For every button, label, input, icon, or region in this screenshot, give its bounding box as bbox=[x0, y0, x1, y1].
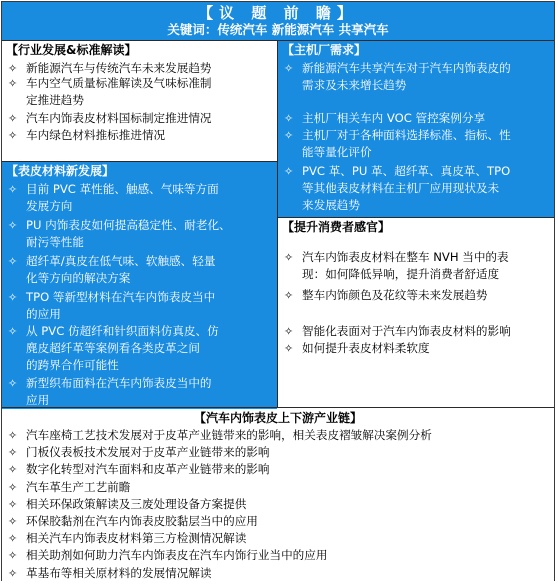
bullet-icon: ✧ bbox=[8, 183, 18, 196]
item-line: 麂皮超纤革等案例看各类皮革之间 bbox=[26, 341, 200, 355]
divider bbox=[2, 40, 554, 41]
item-line: 定推进趋势 bbox=[26, 93, 84, 107]
item-line: 化等方向的解决方案 bbox=[26, 271, 131, 285]
item-line: 主机厂相关车内 VOC 管控案例分享 bbox=[302, 111, 486, 125]
agenda-header bbox=[2, 2, 554, 40]
list-item bbox=[2, 75, 277, 109]
item-line: 主机厂对于各种面料选择标准、指标、性 bbox=[302, 128, 511, 142]
list-item bbox=[278, 287, 554, 304]
list-item bbox=[2, 565, 554, 582]
list-item bbox=[2, 375, 277, 409]
list-item bbox=[2, 496, 554, 513]
bullet-icon: ✧ bbox=[8, 532, 18, 546]
item-line: 现：如何降低异响，提升消费者舒适度 bbox=[302, 267, 500, 281]
item-line: 新型织布面料在汽车内饰表皮当中的 bbox=[26, 376, 212, 390]
list-item bbox=[278, 323, 554, 340]
bullet-icon: ✧ bbox=[8, 515, 18, 528]
item-line: 能等量化评价 bbox=[302, 145, 372, 159]
bullet-icon: ✧ bbox=[284, 165, 294, 178]
list-item bbox=[278, 163, 554, 214]
bullet-icon: ✧ bbox=[284, 289, 294, 302]
item-line: 超纤革/真皮在低气味、软触感、轻量 bbox=[26, 254, 216, 268]
bullet-icon: ✧ bbox=[8, 480, 18, 494]
bullet-icon: ✧ bbox=[8, 566, 18, 580]
agenda-title: 【议 题 前 瞻】 bbox=[198, 4, 358, 22]
bullet-icon: ✧ bbox=[8, 446, 18, 460]
item-line: 汽车内饰表皮材料国标制定推进情况 bbox=[26, 111, 212, 125]
list-item bbox=[2, 253, 277, 287]
list-item bbox=[2, 547, 554, 564]
item-line: 的应用 bbox=[26, 307, 61, 321]
list-item bbox=[2, 461, 554, 478]
divider bbox=[2, 407, 554, 408]
item-text: 汽车座椅工艺技术发展对于皮革产业链带来的影响，相关表皮褶皱解决案例分析 bbox=[26, 428, 432, 442]
list-item bbox=[2, 289, 277, 323]
list-item bbox=[278, 127, 554, 161]
item-line: 新能源汽车共享汽车对于汽车内饰表皮的 bbox=[302, 61, 511, 75]
list-item bbox=[2, 427, 554, 444]
bullet-icon: ✧ bbox=[284, 62, 294, 75]
bottom-title: 【汽车内饰表皮上下游产业链】 bbox=[2, 409, 554, 427]
item-line: 的跨界合作可能性 bbox=[26, 358, 119, 372]
bullet-icon: ✧ bbox=[8, 255, 18, 268]
item-text: 环保胶黏剂在汽车内饰表皮胶黏层当中的应用 bbox=[26, 514, 258, 528]
item-line: 等其他表皮材料在主机厂应用现状及未 bbox=[302, 181, 500, 195]
bullet-icon: ✧ bbox=[284, 342, 294, 355]
item-line: 汽车内饰表皮材料在整车 NVH 当中的表 bbox=[302, 250, 509, 264]
bullet-icon: ✧ bbox=[284, 251, 294, 264]
bullet-icon: ✧ bbox=[8, 377, 18, 390]
item-text: 相关汽车内饰表皮材料第三方检测情况解读 bbox=[26, 531, 247, 546]
list-item bbox=[2, 444, 554, 461]
list-item bbox=[2, 181, 277, 215]
right-top-title: 【主机厂需求】 bbox=[278, 41, 554, 59]
bullet-icon: ✧ bbox=[8, 77, 18, 90]
bullet-icon: ✧ bbox=[8, 429, 18, 442]
item-line: 目前 PVC 革性能、触感、气味等方面 bbox=[26, 182, 219, 196]
item-line: 从 PVC 仿超纤和针织面料仿真皮、仿 bbox=[26, 324, 219, 338]
item-text: 门板仪表板技术发展对于皮革产业链带来的影响 bbox=[26, 445, 270, 460]
item-line: 发展方向 bbox=[26, 199, 73, 213]
item-text: 汽车革生产工艺前瞻 bbox=[26, 479, 131, 494]
bullet-icon: ✧ bbox=[8, 62, 18, 75]
list-item bbox=[2, 127, 277, 144]
list-item bbox=[2, 323, 277, 374]
bullet-icon: ✧ bbox=[8, 219, 18, 232]
item-line: 来发展趋势 bbox=[302, 198, 360, 212]
list-item bbox=[2, 530, 554, 547]
list-item bbox=[278, 110, 554, 127]
right-mid-title: 【提升消费者感官】 bbox=[278, 218, 554, 236]
item-text: 革基布等相关原材料的发展情况解读 bbox=[26, 565, 212, 580]
bullet-icon: ✧ bbox=[8, 497, 18, 511]
item-line: TPO 等新型材料在汽车内饰表皮当中 bbox=[26, 290, 216, 304]
bullet-icon: ✧ bbox=[8, 325, 18, 338]
item-line: 需求及未来增长趋势 bbox=[302, 78, 407, 92]
item-line: 新能源汽车与传统汽车未来发展趋势 bbox=[26, 61, 212, 75]
list-item bbox=[278, 60, 554, 94]
list-item bbox=[2, 110, 277, 127]
item-line: 智能化表面对于汽车内饰表皮材料的影响 bbox=[302, 324, 511, 338]
item-line: 应用 bbox=[26, 393, 50, 407]
bullet-icon: ✧ bbox=[8, 549, 18, 563]
list-item bbox=[278, 340, 554, 357]
list-item bbox=[278, 249, 554, 283]
item-line: 整车内饰颜色及花纹等未来发展趋势 bbox=[302, 288, 488, 302]
agenda-keywords: 关键词：传统汽车 新能源汽车 共享汽车 bbox=[167, 22, 389, 37]
bullet-icon: ✧ bbox=[284, 325, 294, 338]
left-mid-title: 【表皮材料新发展】 bbox=[2, 162, 277, 180]
item-text: 相关环保政策解读及三废处理设备方案提供 bbox=[26, 496, 247, 511]
list-item bbox=[2, 479, 554, 496]
item-line: 如何提升表皮材料柔软度 bbox=[302, 341, 430, 355]
item-line: 车内绿色材料推标推进情况 bbox=[26, 128, 166, 142]
bullet-icon: ✧ bbox=[8, 463, 18, 477]
bullet-icon: ✧ bbox=[284, 112, 294, 125]
list-item bbox=[2, 217, 277, 251]
item-line: PVC 革、PU 革、超纤革、真皮革、TPO bbox=[302, 164, 511, 178]
item-text: 相关助剂如何助力汽车内饰表皮在汽车内饰行业当中的应用 bbox=[26, 548, 328, 563]
divider bbox=[2, 161, 278, 162]
item-line: 耐污等性能 bbox=[26, 235, 84, 249]
agenda-table bbox=[1, 1, 555, 581]
item-text: 数字化转型对汽车面料和皮革产业链带来的影响 bbox=[26, 462, 270, 477]
bullet-icon: ✧ bbox=[8, 291, 18, 304]
divider bbox=[277, 40, 278, 407]
bullet-icon: ✧ bbox=[8, 129, 18, 142]
left-top-title: 【行业发展&标准解读】 bbox=[2, 41, 277, 59]
divider bbox=[278, 217, 554, 218]
bullet-icon: ✧ bbox=[284, 129, 294, 142]
bullet-icon: ✧ bbox=[8, 112, 18, 125]
item-line: 车内空气质量标准解读及气味标准制 bbox=[26, 76, 212, 90]
item-line: PU 内饰表皮如何提高稳定性、耐老化、 bbox=[26, 218, 231, 232]
list-item bbox=[2, 513, 554, 530]
